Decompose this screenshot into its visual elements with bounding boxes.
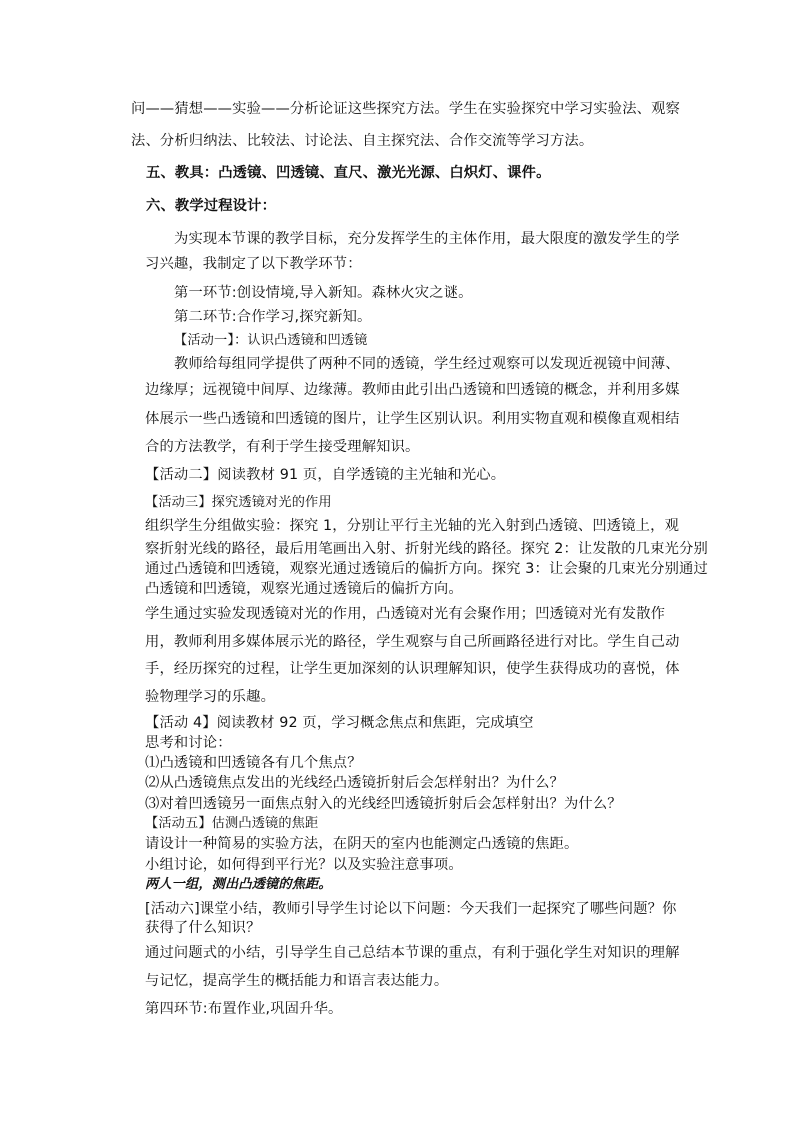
- paragraph-line: 通过问题式的小结，引导学生自己总结本节课的重点，有利于强化学生对知识的理解: [145, 945, 680, 961]
- activity-five-heading: 【活动五】估测凸透镜的焦距: [145, 816, 319, 831]
- paragraph-line: 察折射光线的路径，最后用笔画出入射、折射光线的路径。探究 2：让发散的几束光分别: [145, 541, 708, 557]
- paragraph-line: 学生通过实验发现透镜对光的作用，凸透镜对光有会聚作用；凹透镜对光有发散作: [145, 606, 666, 622]
- paragraph-line: 小组讨论，如何得到平行光？以及实验注意事项。: [145, 857, 463, 873]
- paragraph-line: 体展示一些凸透镜和凹透镜的图片，让学生区别认识。利用实物直观和模像直观相结: [145, 411, 680, 427]
- question-two: ⑵从凸透镜焦点发出的光线经凸透镜折射后会怎样射出？为什么？: [145, 775, 564, 791]
- paragraph-line: 合的方法教学，有利于学生接受理解知识。: [145, 439, 420, 455]
- paragraph-line: 组织学生分组做实验：探究 1，分别让平行主光轴的光入射到凸透镜、凹透镜上，观: [145, 518, 680, 534]
- paragraph-line: 凸透镜和凹透镜，观察光通过透镜后的偏折方向。: [145, 581, 463, 597]
- activity-three-heading: 【活动三】探究透镜对光的作用: [145, 495, 332, 510]
- stage-one-line: 第一环节:创设情境,导入新知。森林火灾之谜。: [174, 285, 473, 301]
- activity-two-line: 【活动二】阅读教材 91 页，自学透镜的主光轴和光心。: [145, 467, 506, 483]
- section-heading-process-design: 六、教学过程设计：: [146, 198, 277, 214]
- question-one: ⑴凸透镜和凹透镜各有几个焦点？: [145, 755, 362, 771]
- activity-six-line: [活动六]课堂小结，教师引导学生讨论以下问题：今天我们一起探究了哪些问题？你: [145, 901, 677, 917]
- paragraph-line: 问——猜想——实验——分析论证这些探究方法。学生在实验探究中学习实验法、观察: [131, 101, 680, 117]
- paragraph-line: 教师给每组同学提供了两种不同的透镜，学生经过观察可以发现近视镜中间薄、: [174, 356, 680, 372]
- paragraph-line: 通过凸透镜和凹透镜，观察光通过透镜后的偏折方向。探究 3：让会聚的几束光分别通过: [145, 561, 708, 577]
- activity-four-line: 【活动 4】阅读教材 92 页，学习概念焦点和焦距，完成填空: [145, 715, 534, 731]
- discussion-heading: 思考和讨论：: [145, 735, 232, 751]
- stage-four-line: 第四环节:布置作业,巩固升华。: [145, 1001, 343, 1017]
- question-three: ⑶对着凹透镜另一面焦点射入的光线经凹透镜折射后会怎样射出？为什么？: [145, 796, 622, 812]
- paragraph-line: 为实现本节课的教学目标，充分发挥学生的主体作用，最大限度的激发学生的学: [174, 231, 680, 247]
- paragraph-line: 与记忆，提高学生的概括能力和语言表达能力。: [145, 973, 449, 989]
- stage-two-line: 第二环节:合作学习,探究新知。: [174, 309, 372, 325]
- paragraph-line: 边缘厚；远视镜中间厚、边缘薄。教师由此引出凸透镜和凹透镜的概念，并利用多媒: [145, 382, 680, 398]
- paragraph-line: 法、分析归纳法、比较法、讨论法、自主探究法、合作交流等学习方法。: [131, 133, 594, 149]
- paragraph-line: 请设计一种简易的实验方法，在阴天的室内也能测定凸透镜的焦距。: [145, 836, 579, 852]
- paragraph-line: 用，教师利用多媒体展示光的路径，学生观察与自己所画路径进行对比。学生自己动: [145, 634, 680, 650]
- paragraph-line: 验物理学习的乐趣。: [145, 689, 276, 705]
- section-heading-teaching-aids: 五、教具：凸透镜、凹透镜、直尺、激光光源、白炽灯、课件。: [146, 165, 551, 181]
- activity-one-heading: 【活动一】：认识凸透镜和凹透镜: [174, 333, 368, 348]
- paragraph-line: 获得了什么知识？: [145, 920, 261, 936]
- experiment-task-line: 两人一组，测出凸透镜的焦距。: [145, 877, 332, 892]
- paragraph-line: 习兴趣，我制定了以下教学环节：: [145, 256, 362, 272]
- paragraph-line: 手，经历探究的过程，让学生更加深刻的认识理解知识，使学生获得成功的喜悦，体: [145, 661, 680, 677]
